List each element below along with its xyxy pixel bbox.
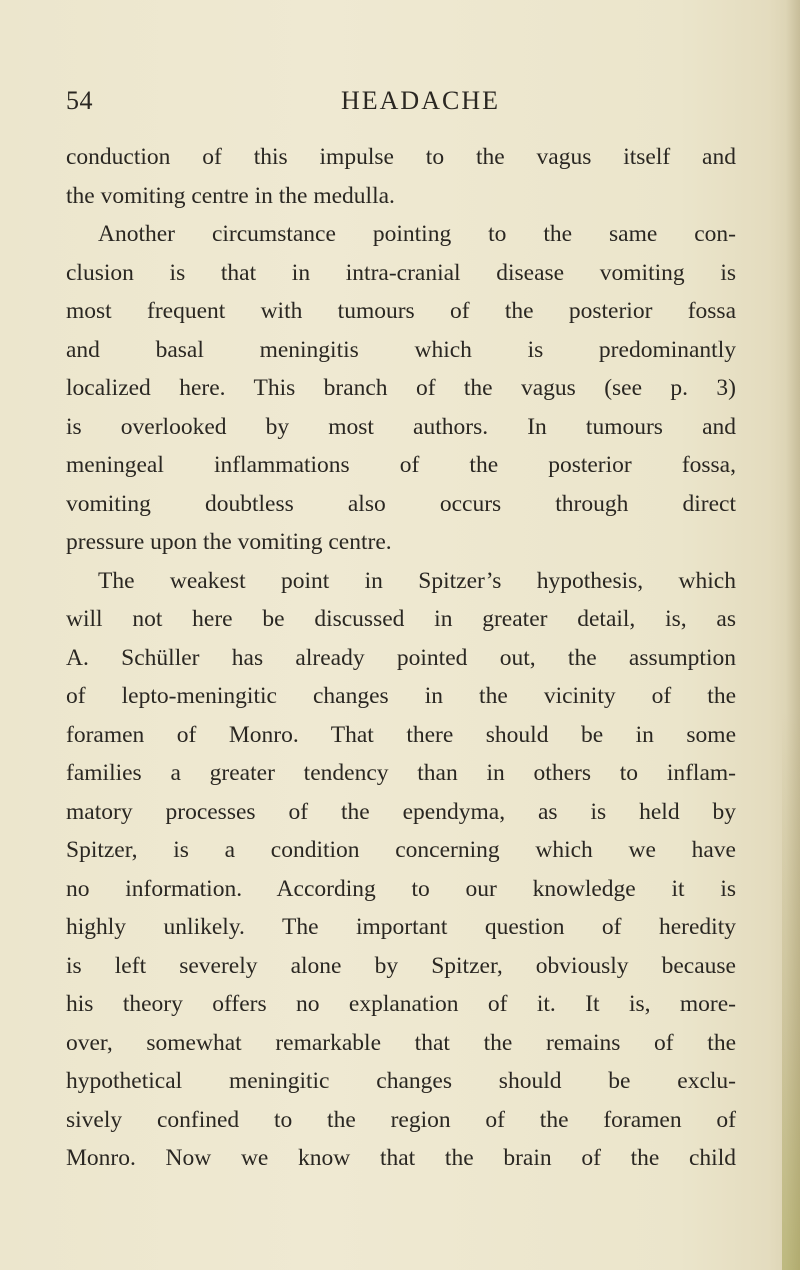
running-head: HEADACHE <box>341 86 500 115</box>
text-line: foramen of Monro. That there should be in some <box>66 721 736 748</box>
text-line: vomiting doubtless also occurs through direct <box>66 490 736 517</box>
text-line: Another circumstance pointing to the same con- <box>98 221 736 247</box>
text-line: families a greater tendency than in others to inflam- <box>66 760 736 786</box>
text-line: over, somewhat remarkable that the remains of the <box>66 1029 736 1056</box>
text-line: matory processes of the ependyma, as is held by <box>66 798 736 825</box>
text-line: localized here. This branch of the vagus (see p. 3) <box>66 375 736 401</box>
text-line: hypothetical meningitic changes should be exclu- <box>66 1068 736 1094</box>
text-line: of lepto-meningitic changes in the vicinity of the <box>66 683 736 709</box>
page-edge-stain <box>782 710 800 1270</box>
text-line: highly unlikely. The important question of heredity <box>66 914 736 940</box>
text-line: will not here be discussed in greater detail, is, as <box>66 606 736 632</box>
text-line: is overlooked by most authors. In tumours and <box>66 413 736 440</box>
text-line: pressure upon the vomiting centre. <box>66 529 392 555</box>
text-line: conduction of this impulse to the vagus itself and <box>66 144 736 170</box>
text-line: most frequent with tumours of the posterior fossa <box>66 298 736 324</box>
text-line: sively confined to the region of the foramen of <box>66 1106 736 1133</box>
text-line: clusion is that in intra-cranial disease vomiting is <box>66 259 736 286</box>
text-line: The weakest point in Spitzer’s hypothesis, which <box>98 567 736 594</box>
text-line: his theory offers no explanation of it. It is, more- <box>66 991 736 1017</box>
body-text <box>66 138 736 1178</box>
text-line: and basal meningitis which is predominantly <box>66 336 736 363</box>
text-line: the vomiting centre in the medulla. <box>66 182 395 209</box>
text-line: no information. According to our knowledge it is <box>66 875 736 902</box>
page-header <box>66 86 736 126</box>
page-number: 54 <box>66 86 93 115</box>
text-line: is left severely alone by Spitzer, obviously because <box>66 952 736 979</box>
text-line: Spitzer, is a condition concerning which we have <box>66 837 736 863</box>
text-line: Monro. Now we know that the brain of the child <box>66 1145 736 1171</box>
text-line: meningeal inflammations of the posterior fossa, <box>66 452 736 478</box>
text-line: A. Schüller has already pointed out, the assumption <box>66 644 736 671</box>
